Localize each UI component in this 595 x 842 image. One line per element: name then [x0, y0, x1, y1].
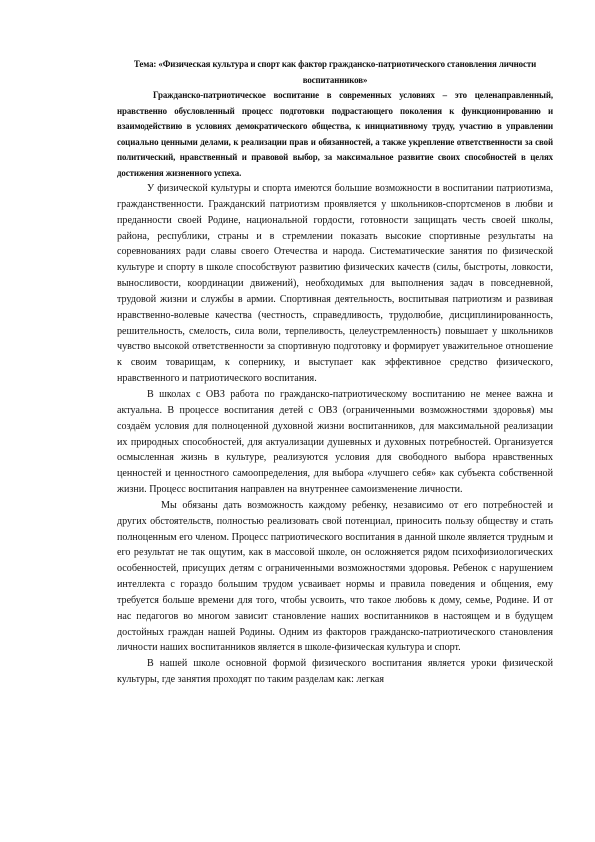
- paragraph-ovz-schools: В школах с ОВЗ работа по гражданско-патриотическому воспитанию не менее важна и актуальна. В процессе воспитания детей с ОВЗ (ограниченными возможностями здоровья) мы создаём условия для полноценной духовной жизни воспитанников, для максимальной реализации их природных способностей, для актуализации душевных и духовных потребностей. Организуется осмысленная жизнь в культуре, реализуются условия для свободного выбора нравственных ценностей и ценностного самоопределения, для выбора «лучшего себя» как субъекта собственной жизни. Процесс воспитания направлен на внутреннее самоизменение личности.: [117, 388, 553, 496]
- document-title: Тема: «Физическая культура и спорт как фактор гражданско-патриотического становления личности воспитанников»: [133, 59, 537, 85]
- paragraph-definition: Гражданско-патриотическое воспитание в современных условиях – это целенаправленный, нравственно обусловленный процесс подготовки подрастающего поколения к функционированию и взаимодействию в условиях демократического общества, к инициативному труду, участию в управлении социально ценными делами, к реализации прав и обязанностей, а также укрепление ответственности за свой политический, нравственный и правовой выбор, за максимальное развитие своих способностей в целях достижения жизненного успеха.: [117, 90, 553, 178]
- paragraph-physical-culture: У физической культуры и спорта имеются большие возможности в воспитании патриотизма, гражданственности. Гражданский патриотизм проявляется у школьников-спортсменов в любви и преданности своей Родине, национальной гордости, готовности защищать честь своей школы, района, республики, страны и в стремлении показать высокие спортивные результаты на соревнованиях ради славы своего Отечества и народа. Систематические занятия по физической культуре и спорту в школе способствуют развитию физических качеств (силы, быстроты, ловкости, выносливости, координации движений), необходимых для выполнения задач в повседневной, трудовой жизни и службы в армии. Спортивная деятельность, воспитывая патриотизм и развивая нравственно-волевые качества (честность, справедливость, трудолюбие, дисциплинированность, решительность, смелость, сила воли, терпеливость, целеустремленность) повышает у школьников чувство высокой ответственности за спортивную подготовку и формирует уважительное отношение к своим товарищам, к сопернику, и выступает как эффективное средство физического, нравственного и патриотического воспитания.: [117, 183, 553, 385]
- paragraph-obligation: Мы обязаны дать возможность каждому ребенку, независимо от его потребностей и других обстоятельств, полностью реализовать свой потенциал, приносить пользу обществу и стать полноценным его членом. Процесс патриотического воспитания в данной школе является трудным и его результат не так ощутим, как в массовой школе, он осложняется рядом психофизиологических особенностей, присущих детям с ограниченными возможностями здоровья. Ребенок с нарушением интеллекта с гораздо большим трудом усваивает нормы и правила поведения и общения, ему требуется больше времени для того, чтобы усвоить, что такое любовь к дому, семье, Родине. И от нас педагогов во многом зависит становление наших воспитанников в настоящем и в будущем достойных граждан нашей Родины. Одним из факторов гражданско-патриотического становления личности наших воспитанников является в школе-физическая культура и спорт.: [117, 499, 553, 654]
- document-body: [117, 57, 553, 688]
- paragraph-school-lessons: В нашей школе основной формой физического воспитания является уроки физической культуры, где занятия проходят по таким разделам как: легкая: [117, 658, 553, 686]
